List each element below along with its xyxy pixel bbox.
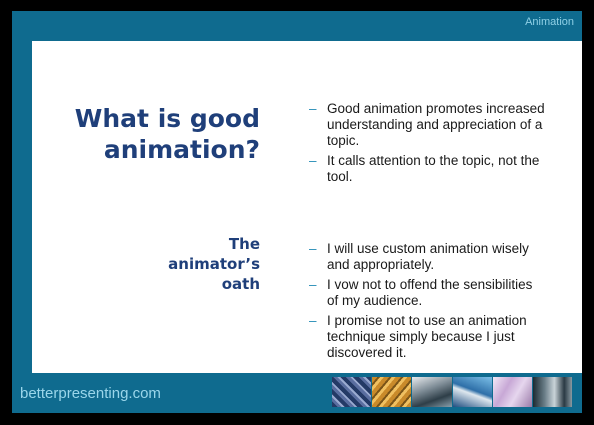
- slide: [12, 11, 582, 413]
- decorative-photo: [533, 377, 572, 407]
- bullet-text: I promise not to use an animation technique simply because I just discovered it.: [327, 313, 527, 360]
- bullet-text: I will use custom animation wisely and appropriately.: [327, 241, 529, 272]
- photo-strip: [332, 377, 572, 407]
- bullet-item: [307, 277, 547, 309]
- slide-title: What is good animation?: [74, 104, 260, 164]
- decorative-photo: [372, 377, 411, 407]
- bullet-item: [307, 101, 547, 149]
- decorative-photo: [332, 377, 371, 407]
- bullet-marker: –: [309, 241, 317, 256]
- bullet-text: It calls attention to the topic, not the tool.: [327, 153, 540, 184]
- bullet-item: [307, 241, 547, 273]
- decorative-photo: [453, 377, 492, 407]
- bullet-item: [307, 313, 547, 361]
- bullet-list-oath: [307, 241, 547, 365]
- header-band: [12, 11, 582, 37]
- bullet-marker: –: [309, 101, 317, 116]
- decorative-photo: [412, 377, 451, 407]
- decorative-photo: [493, 377, 532, 407]
- bullet-list-definition: [307, 101, 547, 189]
- bullet-item: [307, 153, 547, 185]
- footer-site: betterpresenting.com: [20, 385, 161, 402]
- bullet-text: I vow not to offend the sensibilities of my audience.: [327, 277, 533, 308]
- bullet-marker: –: [309, 313, 317, 328]
- section-label: Animation: [525, 16, 574, 28]
- slide-subtitle: The animator’s oath: [168, 235, 260, 293]
- slide-content: [32, 41, 582, 373]
- bullet-marker: –: [309, 277, 317, 292]
- bullet-text: Good animation promotes increased understanding and appreciation of a topic.: [327, 101, 545, 148]
- bullet-marker: –: [309, 153, 317, 168]
